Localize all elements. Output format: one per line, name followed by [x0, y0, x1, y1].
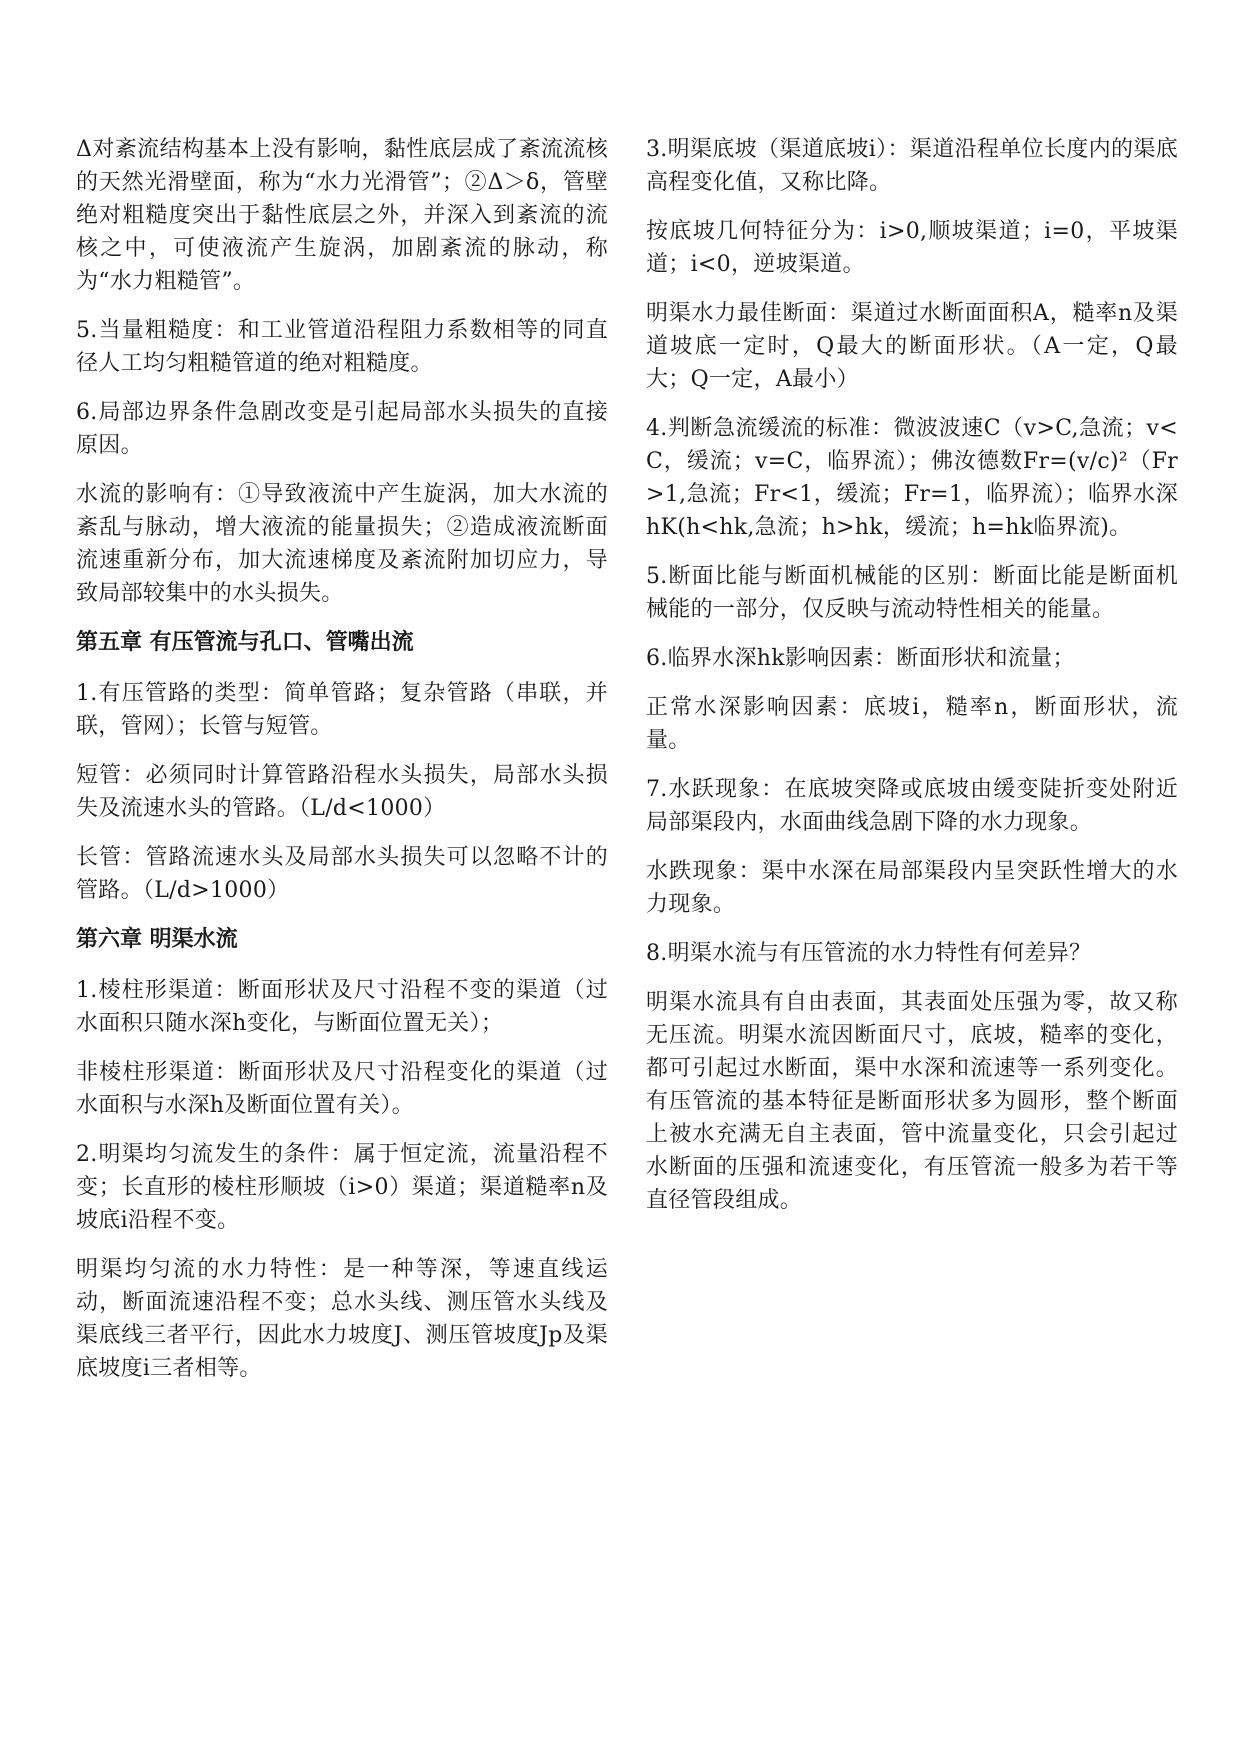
paragraph-hydraulic-jump: 7.水跃现象：在底坡突降或底坡由缓变陡折变处附近局部渠段内，水面曲线急剧下降的水力现象。: [646, 777, 1178, 835]
paragraph-hydraulic-drop: 水跌现象：渠中水深在局部渠段内呈突跃性增大的水力现象。: [646, 859, 1178, 917]
paragraph-slope-classification: 按底坡几何特征分为：i>0,顺坡渠道；i=0，平坡渠道；i<0，逆坡渠道。: [646, 219, 1178, 277]
paragraph-best-hydraulic-section: 明渠水力最佳断面：渠道过水断面面积A，糙率n及渠道坡底一定时，Q最大的断面形状。（A一定，Q最大；Q一定，A最小）: [646, 301, 1178, 392]
paragraph-prismatic-channel: 1.棱柱形渠道：断面形状及尺寸沿程不变的渠道（过水面积只随水深h变化，与断面位置无关）；: [76, 978, 608, 1036]
paragraph-specific-energy: 5.断面比能与断面机械能的区别：断面比能是断面机械能的一部分，仅反映与流动特性相关的能量。: [646, 564, 1178, 622]
paragraph-long-pipe: 长管：管路流速水头及局部水头损失可以忽略不计的管路。（L/d>1000）: [76, 845, 608, 903]
chapter-five-heading: 第五章 有压管流与孔口、管嘴出流: [76, 630, 414, 655]
paragraph-short-pipe: 短管：必须同时计算管路沿程水头损失，局部水头损失及流速水头的管路。（L/d<1000）: [76, 763, 608, 821]
right-column: [646, 133, 1178, 1233]
paragraph-rapid-tranquil-criteria: 4.判断急流缓流的标准：微波波速C（v>C,急流；v<C，缓流；v=C，临界流）；佛汝德数Fr=(v/c)²（Fr>1,急流；Fr<1，缓流；Fr=1，临界流）；临界水深hK(h<hk,急流；h>hk，缓流；h=hk临界流)。: [646, 416, 1178, 540]
paragraph-flow-effects: 水流的影响有：①导致液流中产生旋涡，加大水流的紊乱与脉动，增大液流的能量损失；②造成液流断面流速重新分布，加大流速梯度及紊流附加切应力，导致局部较集中的水头损失。: [76, 482, 608, 606]
paragraph-pressure-pipe-types: 1.有压管路的类型：简单管路；复杂管路（串联，并联，管网）；长管与短管。: [76, 681, 608, 739]
paragraph-question-differences: 8.明渠水流与有压管流的水力特性有何差异？: [646, 941, 1092, 966]
paragraph-uniform-flow-characteristics: 明渠均匀流的水力特性：是一种等深，等速直线运动，断面流速沿程不变；总水头线、测压管水头线及渠底线三者平行，因此水力坡度J、测压管坡度Jp及渠底坡度i三者相等。: [76, 1257, 608, 1381]
paragraph-answer-differences: 明渠水流具有自由表面，其表面处压强为零，故又称无压流。明渠水流因断面尺寸，底坡，糙率的变化，都可引起过水断面，渠中水深和流速等一系列变化。有压管流的基本特征是断面形状多为圆形，整个断面上被水充满无自主表面，管中流量变化，只会引起过水断面的压强和流速变化，有压管流一般多为若干等直径管段组成。: [646, 990, 1178, 1213]
left-column: [76, 133, 608, 1401]
paragraph-nonprismatic-channel: 非棱柱形渠道：断面形状及尺寸沿程变化的渠道（过水面积与水深h及断面位置有关）。: [76, 1060, 608, 1118]
paragraph-local-loss-cause: 6.局部边界条件急剧改变是引起局部水头损失的直接原因。: [76, 400, 608, 458]
paragraph-uniform-flow-conditions: 2.明渠均匀流发生的条件：属于恒定流，流量沿程不变；长直形的棱柱形顺坡（i>0）渠道；渠道糙率n及坡底i沿程不变。: [76, 1142, 608, 1233]
paragraph-critical-depth-factors: 6.临界水深hk影响因素：断面形状和流量；: [646, 646, 1075, 671]
paragraph-normal-depth-factors: 正常水深影响因素：底坡i，糙率n，断面形状，流量。: [646, 695, 1178, 753]
paragraph-roughness-regimes: Δ对紊流结构基本上没有影响，黏性底层成了紊流流核的天然光滑壁面，称为“水力光滑管”；②Δ＞δ，管壁绝对粗糙度突出于黏性底层之外，并深入到紊流的流核之中，可使液流产生旋涡，加剧紊流的脉动，称为“水力粗糙管”。: [76, 137, 608, 294]
paragraph-channel-slope: 3.明渠底坡（渠道底坡i）：渠道沿程单位长度内的渠底高程变化值，又称比降。: [646, 137, 1178, 195]
chapter-six-heading: 第六章 明渠水流: [76, 927, 238, 952]
paragraph-equivalent-roughness: 5.当量粗糙度：和工业管道沿程阻力系数相等的同直径人工均匀粗糙管道的绝对粗糙度。: [76, 318, 608, 376]
